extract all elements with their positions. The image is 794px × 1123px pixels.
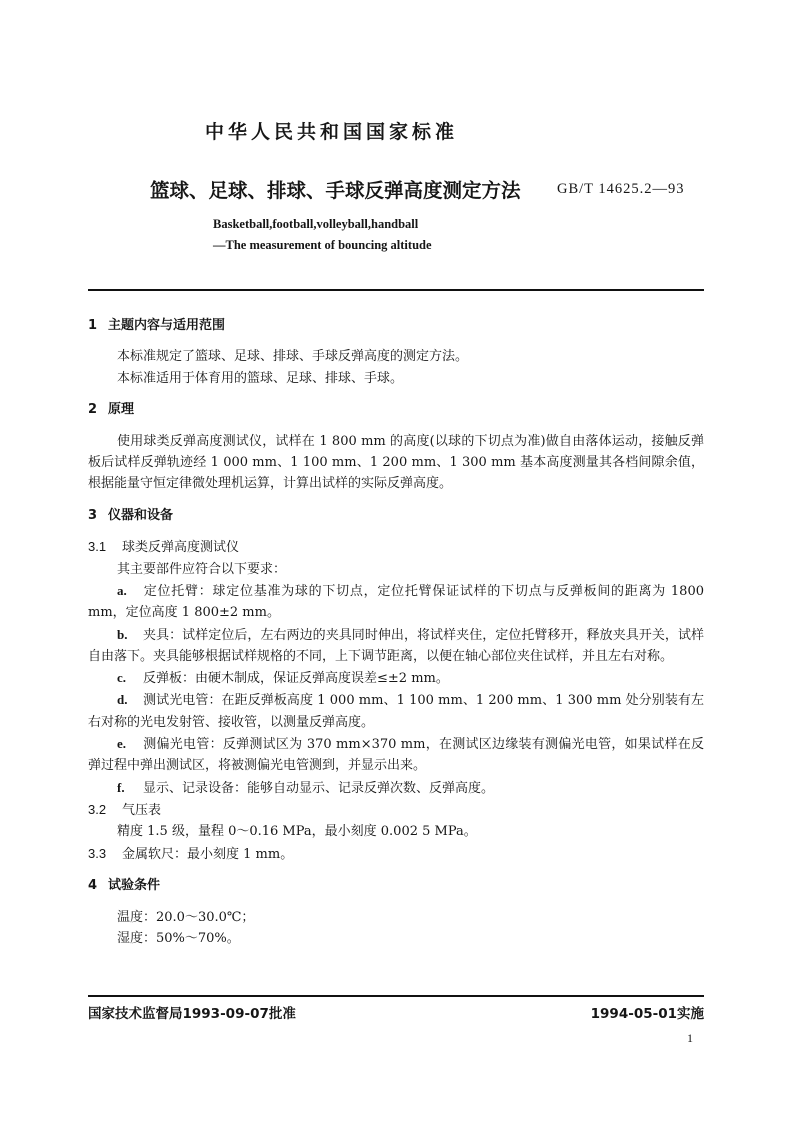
paragraph: 精度 1.5 级，量程 0～0.16 MPa，最小刻度 0.002 5 MPa。 xyxy=(117,824,477,840)
subsection-title: 球类反弹高度测试仪 xyxy=(122,540,240,556)
paragraph: 其主要部件应符合以下要求： xyxy=(117,561,287,577)
org-title: 中华人民共和国国家标准 xyxy=(205,121,459,143)
paragraph: 本标准规定了篮球、足球、排球、手球反弹高度的测定方法。 xyxy=(117,349,469,365)
list-item-text: 定位托臂：球定位基准为球的下切点，定位托臂保证试样的下切点与反弹板间的距离为 1800 mm，定位高度 1 800±2 mm。 xyxy=(88,583,704,621)
subsection-number: 3.2 xyxy=(88,801,107,817)
section-heading-3 xyxy=(88,505,704,526)
subsection-title: 金属软尺：最小刻度 1 mm。 xyxy=(122,846,294,862)
list-marker: a. xyxy=(117,582,127,598)
subsection-heading-3-2 xyxy=(88,799,704,821)
list-item-text: 测试光电管：在距反弹板高度 1 000 mm、1 100 mm、1 200 mm、1 300 mm 处分别装有左右对称的光电发射管、接收管，以测量反弹高度。 xyxy=(88,693,704,730)
list-marker: f. xyxy=(117,779,125,795)
approval-date: 国家技术监督局1993-09-07批准 xyxy=(88,1006,296,1022)
paragraph: 本标准适用于体育用的篮球、足球、排球、手球。 xyxy=(117,370,404,386)
list-marker: b. xyxy=(117,626,128,642)
subsection-heading-3-3 xyxy=(88,843,704,865)
list-marker: e. xyxy=(117,736,127,752)
list-item xyxy=(88,624,704,668)
subsection-title: 气压表 xyxy=(122,802,162,818)
section-title: 主题内容与适用范围 xyxy=(108,318,226,333)
footer-divider xyxy=(88,995,704,997)
list-marker: c. xyxy=(117,670,127,686)
list-item xyxy=(88,580,704,624)
section-title: 仪器和设备 xyxy=(108,508,174,524)
standard-code: GB/T 14625.2—93 xyxy=(557,181,685,197)
section-heading-4 xyxy=(88,875,704,896)
section-number: 3 xyxy=(88,508,98,524)
section-title: 试验条件 xyxy=(108,878,161,894)
subsection-number: 3.3 xyxy=(88,845,107,861)
list-item-text: 测偏光电管：反弹测试区为 370 mm×370 mm，在测试区边缘装有测偏光电管，如果试样在反弹过程中弹出测试区，将被测偏光电管测到，并显示出来。 xyxy=(88,737,704,774)
section-title: 原理 xyxy=(108,402,135,418)
list-marker: d. xyxy=(117,692,128,708)
english-title-line-2: —The measurement of bouncing altitude xyxy=(213,238,432,252)
subsection-number: 3.1 xyxy=(88,539,107,555)
header-divider xyxy=(88,289,704,291)
list-item-text: 夹具：试样定位后，左右两边的夹具同时伸出，将试样夹住，定位托臂移开，释放夹具开关，试样自由落下。夹具能够根据试样规格的不同，上下调节距离，以便在轴心部位夹住试样，并且左右对称。 xyxy=(88,627,704,664)
list-item xyxy=(88,777,704,799)
paragraph: 湿度：50%～70%。 xyxy=(117,930,240,946)
section-number: 1 xyxy=(88,318,98,333)
english-title-line-1: Basketball,football,volleyball,handball xyxy=(213,217,419,231)
section-number: 2 xyxy=(88,402,98,418)
paragraph: 温度：20.0～30.0℃； xyxy=(117,909,255,925)
list-item xyxy=(88,733,704,777)
section-number: 4 xyxy=(88,878,98,894)
list-item xyxy=(88,667,704,689)
page-number: 1 xyxy=(687,1031,693,1045)
section-heading-1 xyxy=(88,315,704,336)
paragraph: 使用球类反弹高度测试仪，试样在 1 800 mm 的高度(以球的下切点为准)做自由落体运动，接触反弹板后试样反弹轨迹经 1 000 mm、1 100 mm、1 200 mm、1 300 mm 基本高度测量其各档间隙余值，根据能量守恒定律微处理机运算，计算出试样的实际反弹高度。 xyxy=(88,433,704,492)
document-title: 篮球、足球、排球、手球反弹高度测定方法 xyxy=(150,179,521,202)
list-item xyxy=(88,689,704,733)
document-body xyxy=(88,315,704,949)
subsection-heading-3-1 xyxy=(88,536,704,558)
list-item-text: 显示、记录设备：能够自动显示、记录反弹次数、反弹高度。 xyxy=(143,780,495,796)
list-item-text: 反弹板：由硬木制成，保证反弹高度误差≤±2 mm。 xyxy=(143,671,449,687)
section-heading-2 xyxy=(88,399,704,420)
effective-date: 1994-05-01实施 xyxy=(590,1006,704,1022)
